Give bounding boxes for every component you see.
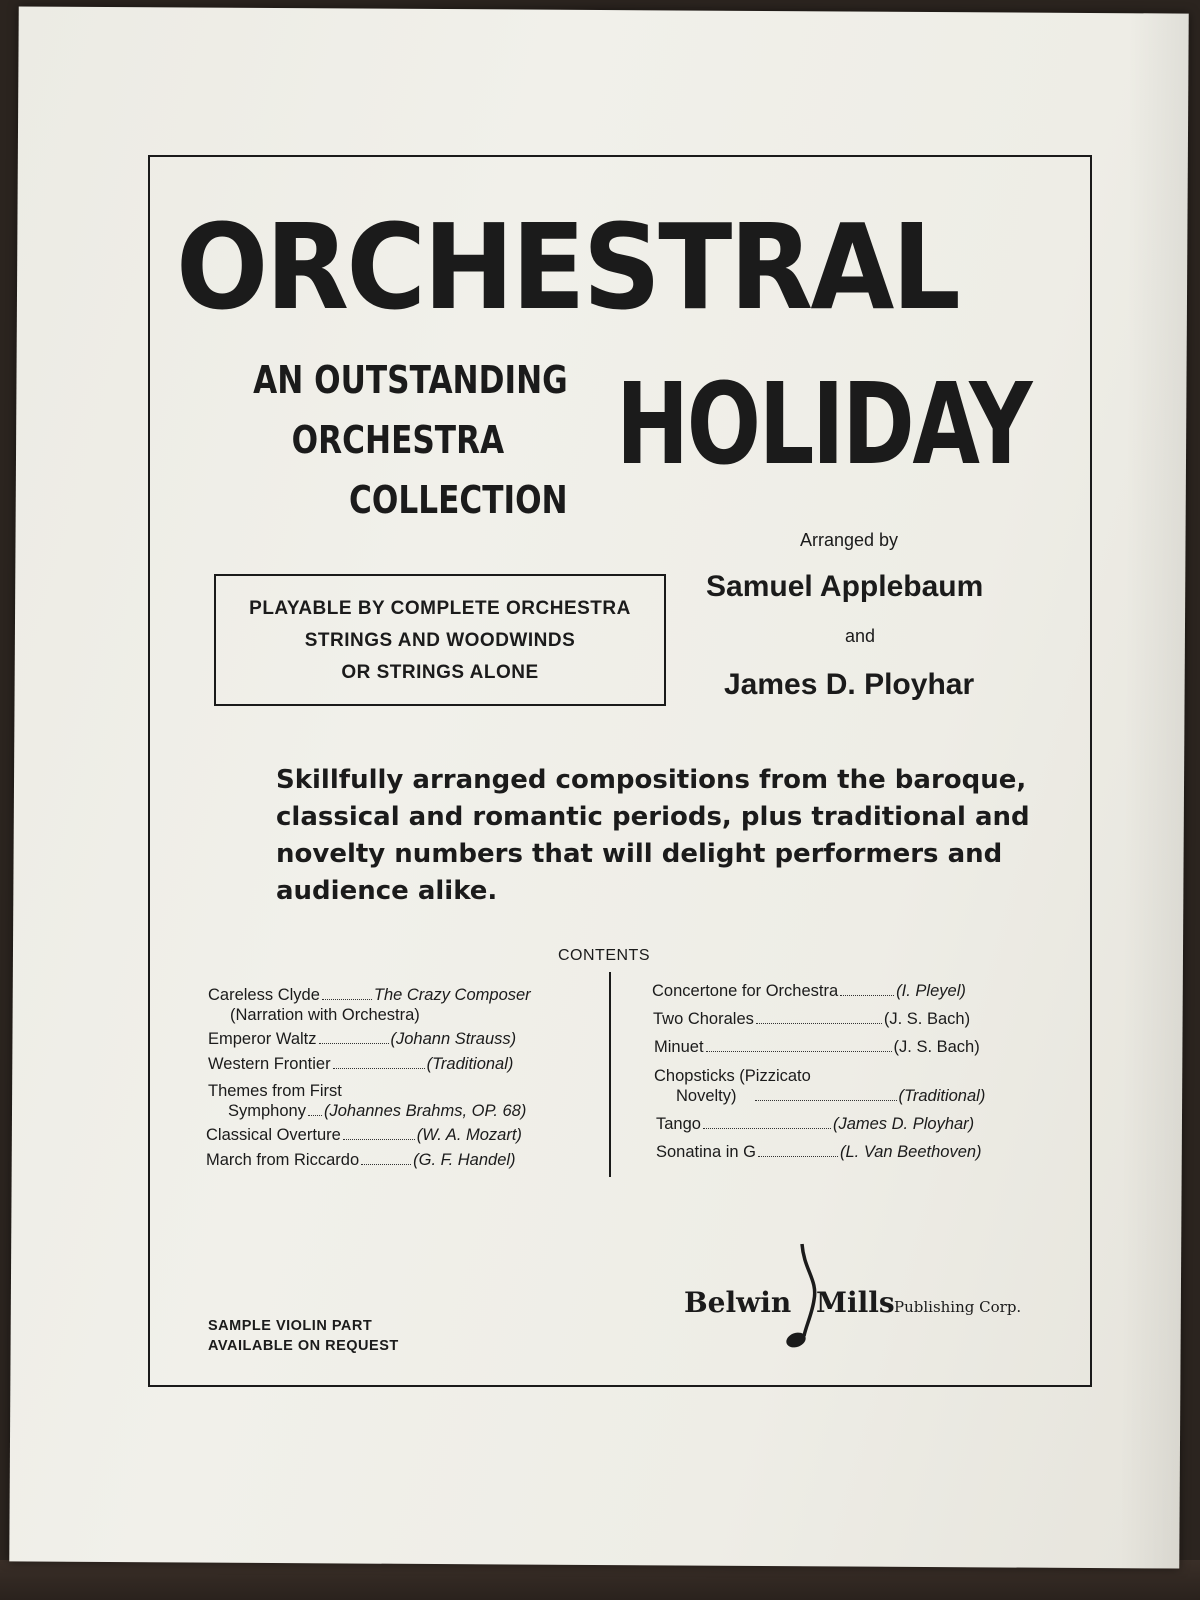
sample-note-line-1: SAMPLE VIOLIN PART: [208, 1318, 373, 1334]
publisher-name-mills: Mills: [816, 1286, 895, 1319]
playable-line-3: OR STRINGS ALONE: [341, 662, 539, 683]
arranger-ployhar: James D. Ployhar: [724, 668, 975, 701]
contents-item: Themes from First: [208, 1082, 342, 1100]
music-note-icon: [802, 1244, 815, 1336]
subtitle-line-2: ORCHESTRA: [291, 418, 504, 462]
contents-item: Two Chorales (J. S. Bach): [653, 1010, 971, 1028]
contents-item: Emperor Waltz (Johann Strauss): [208, 1030, 517, 1048]
sample-note-line-2: AVAILABLE ON REQUEST: [208, 1338, 399, 1354]
contents-item: Tango (James D. Ployhar): [656, 1115, 975, 1133]
playable-line-1: PLAYABLE BY COMPLETE ORCHESTRA: [249, 598, 631, 619]
contents-item: Sonatina in G (L. Van Beethoven): [656, 1143, 982, 1161]
contents-heading: CONTENTS: [558, 947, 650, 964]
playable-info-box: [214, 574, 666, 706]
and-label: and: [845, 626, 876, 646]
contents-item: Minuet (J. S. Bach): [654, 1038, 980, 1056]
publisher-name-belwin: Belwin: [684, 1286, 792, 1319]
contents-item: March from Riccardo (G. F. Handel): [206, 1151, 516, 1169]
contents-item: Classical Overture (W. A. Mozart): [206, 1126, 522, 1144]
title-holiday: HOLIDAY: [616, 360, 1031, 490]
subtitle-line-3: COLLECTION: [349, 478, 568, 522]
contents-item-note: (Narration with Orchestra): [230, 1006, 420, 1024]
contents-divider: [609, 972, 611, 1177]
contents-item: Western Frontier (Traditional): [208, 1055, 514, 1073]
contents-item: Chopsticks (Pizzicato: [654, 1067, 811, 1085]
contents-item: Symphony (Johannes Brahms, OP. 68): [228, 1102, 527, 1120]
description-paragraph: Skillfully arranged compositions from the baroque, classical and romantic periods, plus traditional and novelty numbers that will delight performers and audience alike.: [276, 765, 1030, 906]
title-orchestral: ORCHESTRAL: [176, 198, 958, 336]
playable-line-2: STRINGS AND WOODWINDS: [304, 630, 576, 651]
contents-item: Concertone for Orchestra (I. Pleyel): [652, 982, 966, 1000]
arranger-applebaum: Samuel Applebaum: [706, 570, 984, 603]
publisher-logo: [684, 1240, 1024, 1360]
subtitle-line-1: AN OUTSTANDING: [253, 358, 568, 402]
contents-item: Careless Clyde The Crazy Composer: [208, 986, 531, 1004]
publisher-suffix: Publishing Corp.: [894, 1298, 1022, 1316]
arranged-by-label: Arranged by: [800, 530, 899, 550]
contents-item: Novelty) (Traditional): [676, 1087, 986, 1105]
